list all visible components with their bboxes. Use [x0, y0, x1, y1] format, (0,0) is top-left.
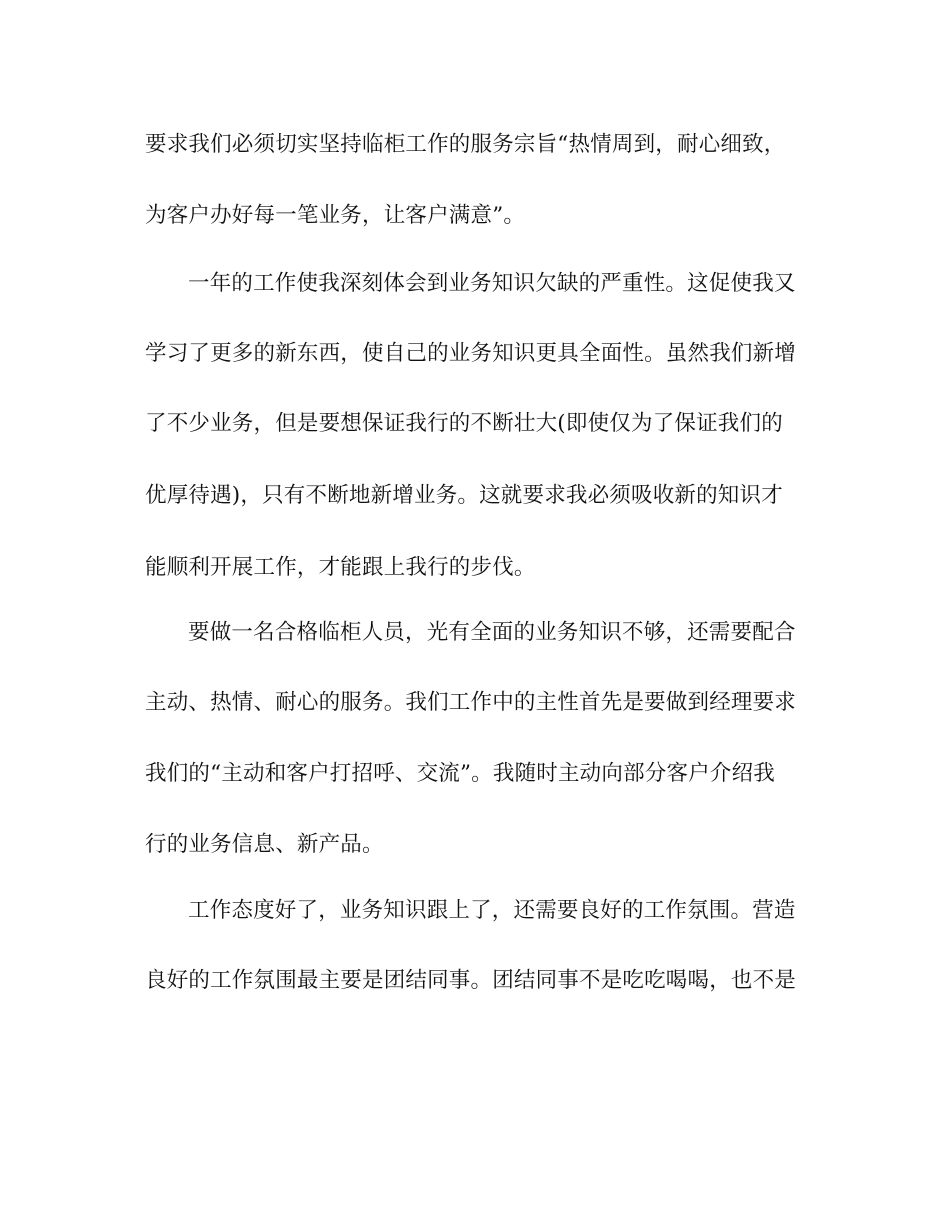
paragraph-first-line: 一年的工作使我深刻体会到业务知识欠缺的严重性。这促使我又: [188, 271, 796, 296]
text-line: 能顺利开展工作，才能跟上我行的步伐。: [145, 555, 536, 580]
text-line: 要求我们必须切实坚持临柜工作的服务宗旨“热情周到，耐心细致，: [145, 132, 786, 157]
text-line: 主动、热情、耐心的服务。我们工作中的主性首先是要做到经理要求: [145, 690, 797, 715]
text-line: 我们的“主动和客户打招呼、交流”。我随时主动向部分客户介绍我: [145, 761, 775, 786]
text-line: 优厚待遇)，只有不断地新增业务。这就要求我必须吸收新的知识才: [145, 483, 783, 508]
text-line: 了不少业务，但是要想保证我行的不断壮大(即使仅为了保证我们的: [145, 411, 783, 436]
paragraph-first-line: 要做一名合格临柜人员，光有全面的业务知识不够，还需要配合: [188, 620, 796, 645]
text-line: 行的业务信息、新产品。: [145, 832, 384, 857]
text-line: 为客户办好每一笔业务，让客户满意”。: [145, 203, 526, 228]
text-line: 良好的工作氛围最主要是团结同事。团结同事不是吃吃喝喝，也不是: [145, 968, 797, 993]
paragraph-first-line: 工作态度好了，业务知识跟上了，还需要良好的工作氛围。营造: [188, 898, 796, 923]
text-line: 学习了更多的新东西，使自己的业务知识更具全面性。虽然我们新增: [145, 341, 797, 366]
